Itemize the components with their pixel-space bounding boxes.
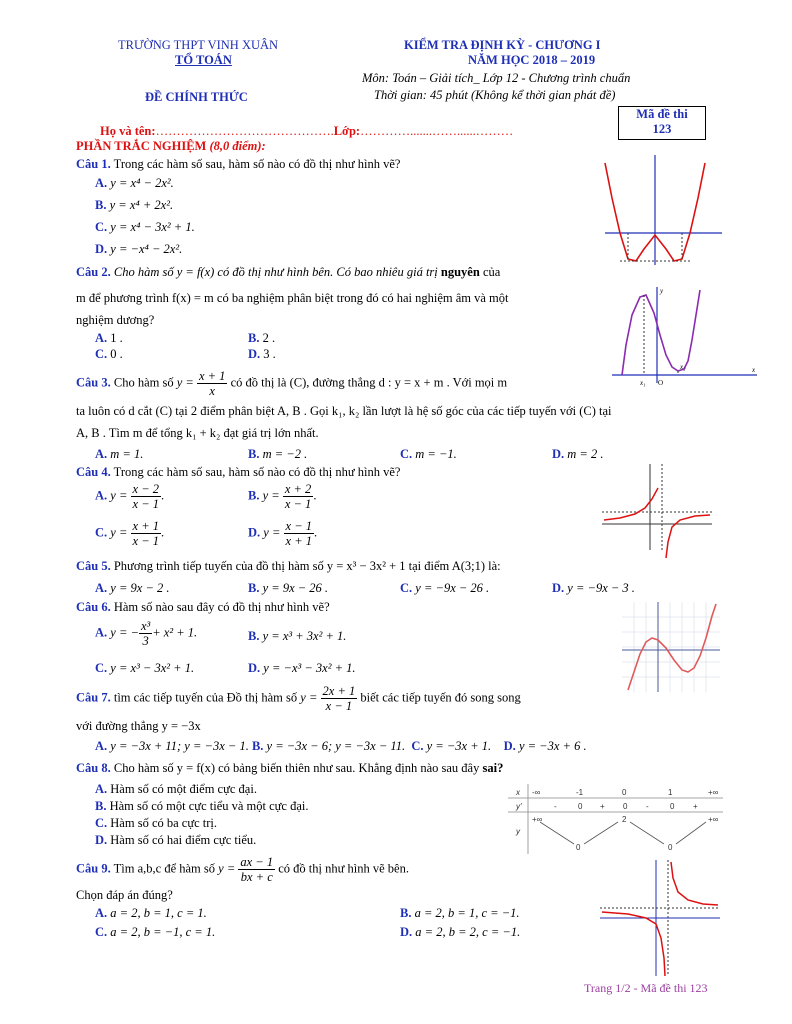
q3-pre: Cho hàm số <box>113 375 174 390</box>
option-letter: C. <box>95 661 108 675</box>
time-line: Thời gian: 45 phút (Không kể thời gian phát đề) <box>374 88 616 102</box>
q7-option-a[interactable] <box>95 739 249 753</box>
q3-label: Câu 3. <box>76 375 111 390</box>
frac-den: x + 1 <box>285 534 312 548</box>
option-text: Hàm số có một cực tiểu và một cực đại. <box>109 799 309 813</box>
q7-pre: tìm các tiếp tuyến của Đồ thị hàm số <box>113 690 298 705</box>
label-x: x <box>752 366 756 374</box>
q2-option-a[interactable] <box>95 331 123 346</box>
q4-stem <box>76 465 400 480</box>
option-text: y = 9x − 2 . <box>110 581 170 595</box>
q7-line1: Câu 7. tìm các tiếp tuyến của Đồ thị hàm số y = $\frac{2x + 1}{x - 1}$ biết các tiếp tuyến đó song song <box>76 684 521 713</box>
q3-line2: ta luôn có d cắt (C) tại 2 điểm phân biệt A, B . Gọi k₁, k₂ lần lượt là hệ số góc của các tiếp tuyến với (C) tại <box>76 404 612 418</box>
option-letter: A. <box>95 176 108 190</box>
option-letter: A. <box>95 581 108 595</box>
sign-5: 0 <box>670 802 675 811</box>
option-letter: B. <box>400 906 412 920</box>
school-name: TRƯỜNG THPT VINH XUÂN <box>118 38 279 52</box>
option-text: a = 2, b = 1, c = 1. <box>110 906 207 920</box>
option-text: 1 . <box>110 331 123 345</box>
q7-fraction <box>321 684 358 713</box>
y-label: y <box>516 827 520 836</box>
frac-den: x <box>209 384 215 398</box>
q9-fraction <box>238 855 275 884</box>
student-info-line <box>100 124 513 139</box>
option-letter: D. <box>95 242 108 256</box>
q7-options <box>95 739 587 754</box>
option-text: 0 . <box>110 347 123 361</box>
q3-option-a[interactable] <box>95 447 143 462</box>
sign-3: 0 <box>623 802 628 811</box>
frac-num: x − 1 <box>285 519 312 533</box>
exam-code-box <box>618 106 706 140</box>
option-letter: D. <box>503 739 516 753</box>
option-text: 2 . <box>262 331 276 345</box>
school-year: NĂM HỌC 2018 – 2019 <box>468 53 596 67</box>
option-letter: D. <box>400 925 413 939</box>
yp-label: y' <box>516 802 522 811</box>
option-letter: A. <box>95 488 108 503</box>
q4-option-b[interactable]: B. y = $\frac{x + 2}{x - 1}$ . <box>248 482 317 511</box>
q6-text: Hàm số nào sau đây có đồ thị như hình vẽ? <box>113 600 330 614</box>
q4-label: Câu 4. <box>76 465 111 479</box>
q1-option-d[interactable] <box>95 242 182 257</box>
sign-1: 0 <box>578 802 583 811</box>
option-text: y = x³ + 3x² + 1. <box>262 629 347 643</box>
q2-line2: m để phương trình f(x) = m có ba nghiệm phân biệt trong đó có hai nghiệm âm và một <box>76 291 509 305</box>
q8-bold: sai? <box>482 761 504 775</box>
option-text: Hàm số có một điểm cực đại. <box>110 782 257 796</box>
y-val-2: 2 <box>622 815 627 824</box>
y-val-3: 0 <box>668 843 673 852</box>
option-letter: A. <box>95 782 108 796</box>
arrows <box>540 822 706 844</box>
frac-num: x − 2 <box>132 482 159 496</box>
q2-line3: nghiệm dương? <box>76 313 155 327</box>
name-dots: ……………………………………. <box>155 124 334 138</box>
option-letter: A. <box>95 906 108 920</box>
q8-option-a[interactable] <box>95 782 257 797</box>
option-letter: C. <box>95 525 108 540</box>
q9-line2: Chọn đáp án đúng? <box>76 888 173 902</box>
frac-num: x + 2 <box>284 482 312 496</box>
q1-option-b[interactable] <box>95 198 173 213</box>
q8-option-d[interactable] <box>95 833 256 848</box>
q1-label: Câu 1. <box>76 157 111 171</box>
option-text: m = −2 . <box>262 447 308 461</box>
exam-code: 123 <box>652 122 672 136</box>
option-letter: C. <box>95 220 108 234</box>
q6-stem <box>76 600 330 615</box>
q3-line1: Câu 3. Cho hàm số y = $\frac{x + 1}{x}$ có đồ thị là (C), đường thẳng d : y = x + m . Với mọi m <box>76 369 508 398</box>
department: TỔ TOÁN <box>175 53 232 67</box>
option-text: m = 1. <box>110 447 144 461</box>
option-text: y = −3x − 6; y = −3x − 11. <box>266 739 406 753</box>
option-letter: B. <box>248 447 260 461</box>
option-letter: C. <box>95 347 108 361</box>
sign-4: - <box>646 802 649 811</box>
option-letter: B. <box>95 198 107 212</box>
option-letter: B. <box>95 799 107 813</box>
sign-6: + <box>693 802 698 811</box>
sign-2: + <box>600 802 605 811</box>
q4-graph <box>600 462 715 552</box>
q2-option-c[interactable] <box>95 347 123 362</box>
option-text: y = −3x + 11; y = −3x − 1. <box>110 739 249 753</box>
option-text: a = 2, b = 2, c = −1. <box>415 925 521 939</box>
q6-option-a[interactable] <box>95 619 197 648</box>
frac-den: x − 1 <box>284 497 312 511</box>
x-val-3: 1 <box>668 788 673 797</box>
option-text: y = −3x + 1. <box>426 739 492 753</box>
q2-bold: nguyên <box>440 265 480 279</box>
option-text: y = 9x − 26 . <box>262 581 329 595</box>
q6-label: Câu 6. <box>76 600 111 614</box>
q2-graph <box>612 285 762 385</box>
q4-option-d[interactable]: D. y = $\frac{x - 1}{x + 1}$ . <box>248 519 318 548</box>
option-text: y = x⁴ − 3x² + 1. <box>110 220 195 234</box>
q3-line3: A, B . Tìm m để tổng k₁ + k₂ đạt giá trị lớn nhất. <box>76 426 319 440</box>
option-text: a = 2, b = −1, c = 1. <box>110 925 216 939</box>
option-text: m = 2 . <box>567 447 604 461</box>
official-label: ĐỀ CHÍNH THỨC <box>145 90 248 104</box>
x-val-4: +∞ <box>708 788 719 797</box>
q4-option-c[interactable]: C. y = $\frac{x + 1}{x - 1}$ . <box>95 519 165 548</box>
option-letter: C. <box>95 925 108 939</box>
x-label: x <box>516 788 520 797</box>
q1-text: Trong các hàm số sau, hàm số nào có đồ thị như hình vẽ? <box>113 157 401 171</box>
option-letter: D. <box>552 447 565 461</box>
q2-line1 <box>76 265 500 280</box>
q3-option-c[interactable] <box>400 447 457 462</box>
q8-stem <box>76 761 503 776</box>
q9-option-b[interactable] <box>400 906 520 921</box>
q5-option-c[interactable] <box>400 581 489 596</box>
option-letter: D. <box>552 581 565 595</box>
x-val-0: -∞ <box>532 788 541 797</box>
y-val-4: +∞ <box>708 815 719 824</box>
q9-option-c[interactable] <box>95 925 215 940</box>
option-letter: D. <box>248 661 261 675</box>
section-points: (8,0 điểm): <box>209 139 266 153</box>
option-letter: B. <box>248 629 260 643</box>
q7-option-c[interactable] <box>411 739 491 753</box>
option-text: y = −x⁴ − 2x². <box>110 242 183 256</box>
class-dots: ………….......……......……… <box>360 124 514 138</box>
q9-label: Câu 9. <box>76 861 111 876</box>
x-val-2: 0 <box>622 788 627 797</box>
q8-label: Câu 8. <box>76 761 111 775</box>
class-label: Lớp: <box>333 124 361 138</box>
q7-post: biết các tiếp tuyến đó song song <box>360 690 521 705</box>
option-letter: C. <box>400 447 413 461</box>
q3-fraction <box>197 369 227 398</box>
frac-num: x + 1 <box>132 519 159 533</box>
q7-option-b[interactable] <box>252 739 405 753</box>
frac-den: bx + c <box>240 870 273 884</box>
frac-den: x − 1 <box>325 699 353 713</box>
frac-num: x + 1 <box>198 369 226 383</box>
q8-option-b[interactable] <box>95 799 309 814</box>
q5-option-b[interactable] <box>248 581 328 596</box>
label-origin: O <box>658 379 664 387</box>
option-letter: A. <box>95 739 108 753</box>
option-letter: C. <box>400 581 413 595</box>
q2-label: Câu 2. <box>76 265 111 279</box>
option-text: y = −3x + 6 . <box>518 739 587 753</box>
option-letter: C. <box>95 816 108 830</box>
option-text: y = x⁴ − 2x². <box>110 176 174 190</box>
q9-option-d[interactable] <box>400 925 520 940</box>
option-text: a = 2, b = 1, c = −1. <box>414 906 520 920</box>
branch-right <box>671 862 718 905</box>
q3-option-d[interactable] <box>552 447 604 462</box>
option-letter: B. <box>248 581 260 595</box>
q7-option-d[interactable] <box>504 739 587 753</box>
option-pre: y = − <box>110 625 139 640</box>
frac-num: ax − 1 <box>240 855 274 869</box>
option-text: Hàm số có ba cực trị. <box>110 816 218 830</box>
option-letter: D. <box>95 833 108 847</box>
name-label: Họ và tên: <box>100 124 156 138</box>
y-val-1: 0 <box>576 843 581 852</box>
curve <box>622 290 700 375</box>
q9-post: có đồ thị như hình vẽ bên. <box>278 861 409 876</box>
option-letter: D. <box>248 347 261 361</box>
option-text: m = −1. <box>415 447 457 461</box>
exam-code-label: Mã đề thi <box>636 107 688 121</box>
q4-option-a[interactable]: A. y = $\frac{x - 2}{x - 1}$ . <box>95 482 165 511</box>
frac-den: x − 1 <box>132 534 159 548</box>
q4-text: Trong các hàm số sau, hàm số nào có đồ thị như hình vẽ? <box>113 465 401 479</box>
option-text: 3 . <box>263 347 276 361</box>
section-heading <box>76 139 266 154</box>
exam-title: KIỂM TRA ĐỊNH KỲ - CHƯƠNG I <box>404 38 601 52</box>
q9-option-a[interactable] <box>95 906 207 921</box>
q5-text: Phương trình tiếp tuyến của đồ thị hàm số y = x³ − 3x² + 1 tại điểm A(3;1) là: <box>113 559 501 573</box>
q1-stem <box>76 157 400 172</box>
q3-option-b[interactable] <box>248 447 307 462</box>
q9-line1: Câu 9. Tìm a,b,c để hàm số y = $\frac{ax - 1}{bx + c}$ có đồ thị như hình vẽ bên. <box>76 855 409 884</box>
q9-pre: Tìm a,b,c để hàm số <box>113 861 216 876</box>
q5-option-a[interactable] <box>95 581 170 596</box>
option-letter: A. <box>95 625 108 640</box>
option-letter: B. <box>251 739 264 753</box>
frac-den: 3 <box>142 634 149 648</box>
frac-den: x − 1 <box>132 497 159 511</box>
q8-text: Cho hàm số y = f(x) có bảng biến thiên như sau. Khẳng định nào sau đây <box>113 761 480 775</box>
q2-option-d[interactable] <box>248 347 276 362</box>
q2-text1b: của <box>482 265 501 279</box>
x-val-1: -1 <box>576 788 584 797</box>
q5-option-d[interactable] <box>552 581 635 596</box>
option-letter: C. <box>411 739 424 753</box>
q1-option-c[interactable] <box>95 220 195 235</box>
label-x1: x₁ <box>640 379 646 387</box>
option-text: y = −9x − 26 . <box>415 581 490 595</box>
page-footer: Trang 1/2 - Mã đề thi 123 <box>584 981 708 995</box>
q5-label: Câu 5. <box>76 559 111 573</box>
q1-graph <box>600 153 725 268</box>
option-letter: A. <box>95 331 108 345</box>
q5-stem <box>76 559 501 574</box>
q9-graph <box>598 858 723 978</box>
q2-text1: Cho hàm số y = f(x) có đồ thị như hình bên. Có bao nhiêu giá trị <box>113 265 438 279</box>
option-post: + x² + 1. <box>152 625 198 640</box>
frac-num: x³ <box>140 619 151 633</box>
option-text: y = x⁴ + 2x². <box>109 198 174 212</box>
q2-option-b[interactable] <box>248 331 275 346</box>
section-title: PHẦN TRẮC NGHIỆM <box>76 139 207 153</box>
option-text: y = −9x − 3 . <box>567 581 635 595</box>
branch-right <box>666 515 710 558</box>
subject-line: Môn: Toán – Giải tích_ Lớp 12 - Chương trình chuẩn <box>362 71 631 85</box>
option-letter: B. <box>248 331 260 345</box>
option-text: y = −x³ − 3x² + 1. <box>263 661 356 675</box>
q3-post: có đồ thị là (C), đường thẳng d : y = x + m . Với mọi m <box>230 375 508 390</box>
q7-label: Câu 7. <box>76 690 111 705</box>
q8-option-c[interactable] <box>95 816 217 831</box>
q7-line2: với đường thẳng y = −3x <box>76 719 201 733</box>
q6-option-c[interactable] <box>95 661 194 676</box>
label-y: y <box>660 287 664 295</box>
option-letter: A. <box>95 447 108 461</box>
option-text: Hàm số có hai điểm cực tiểu. <box>110 833 257 847</box>
q6-option-b[interactable] <box>248 629 346 644</box>
option-letter: D. <box>248 525 261 540</box>
sign-0: - <box>554 802 557 811</box>
y-val-0: +∞ <box>532 815 543 824</box>
q6-option-d[interactable] <box>248 661 356 676</box>
option-text: y = x³ − 3x² + 1. <box>110 661 195 675</box>
q6-graph <box>622 602 722 694</box>
label-x2: x₂ <box>680 363 686 371</box>
q1-option-a[interactable] <box>95 176 174 191</box>
frac-num: 2x + 1 <box>322 684 356 698</box>
variation-table <box>508 784 723 854</box>
option-letter: B. <box>248 488 260 503</box>
